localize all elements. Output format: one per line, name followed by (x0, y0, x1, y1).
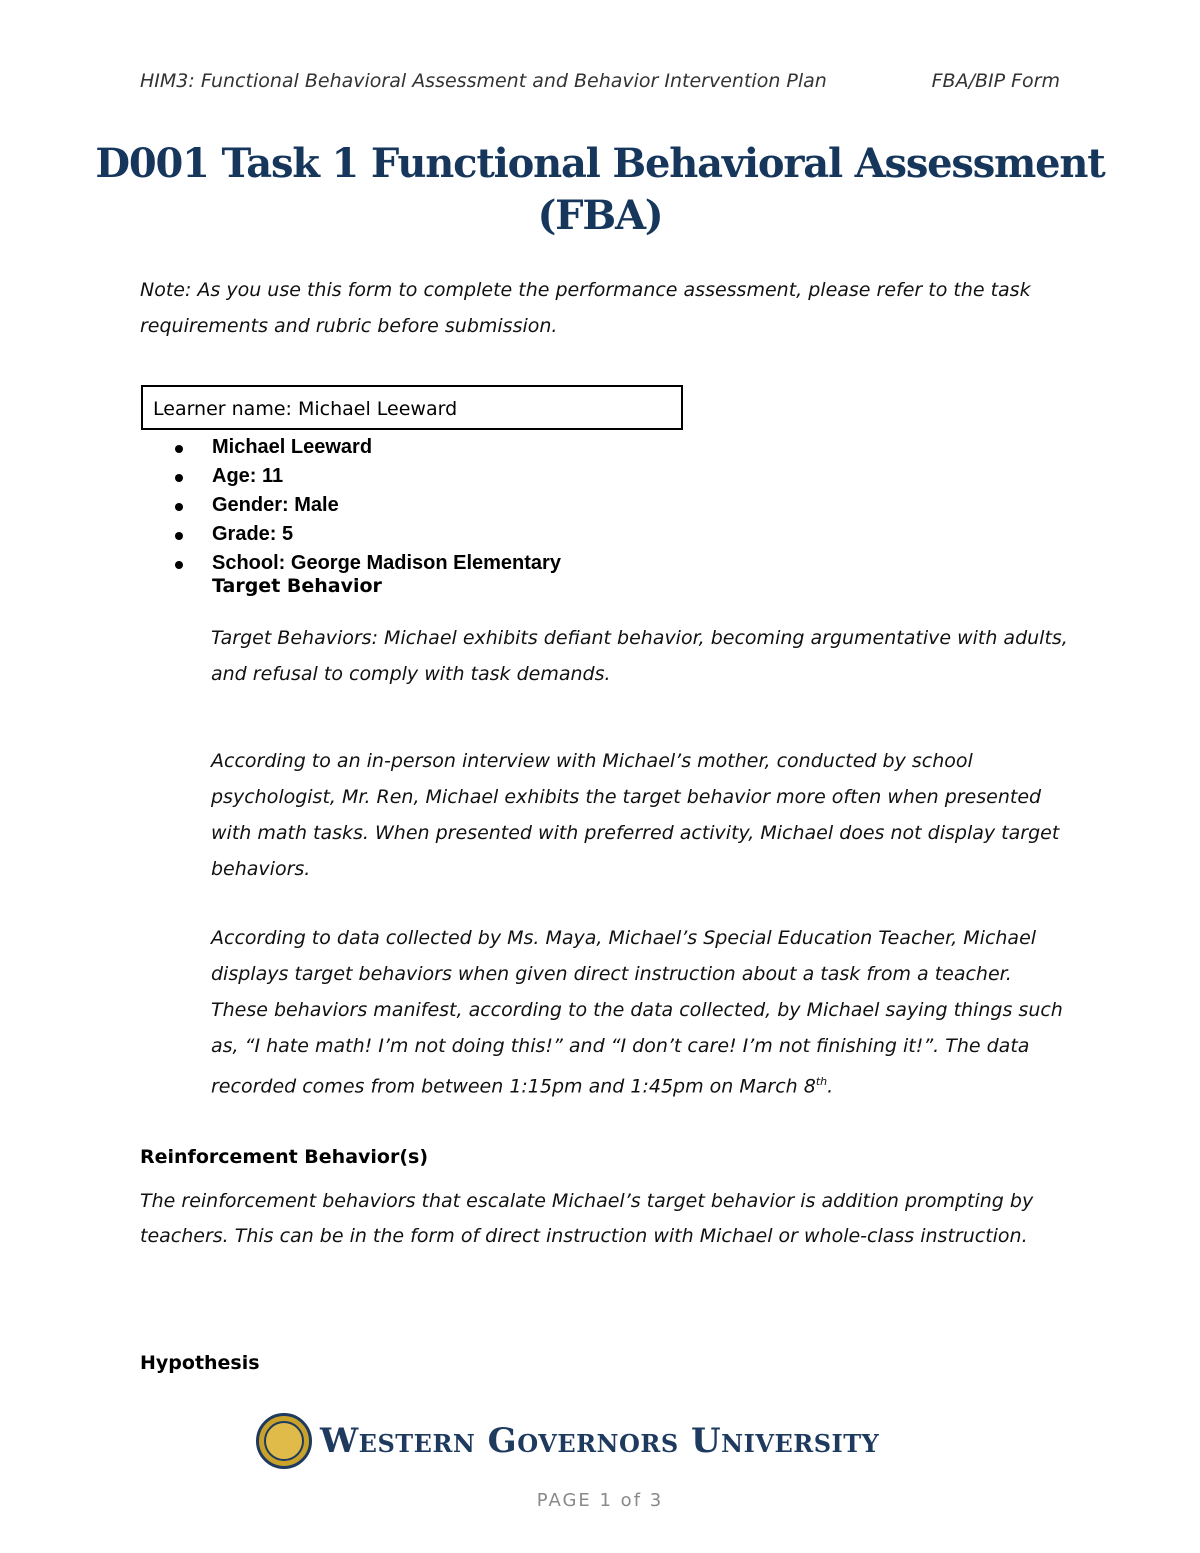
learner-age: Age: 11 (212, 465, 284, 487)
bullet-icon (175, 503, 183, 511)
title-line-1: D001 Task 1 Functional Behavioral Assessment (95, 140, 1105, 187)
learner-name: Michael Leeward (212, 436, 373, 458)
list-item (140, 491, 561, 520)
list-item (140, 520, 561, 549)
bullet-icon (175, 474, 183, 482)
learner-gender: Gender: Male (212, 494, 339, 516)
wgu-logo-text: Western Governors University (320, 1421, 880, 1461)
learner-details-list (140, 433, 561, 578)
hypothesis-heading: Hypothesis (140, 1352, 260, 1374)
list-item (140, 549, 561, 578)
target-behavior-paragraph-1: Target Behaviors: Michael exhibits defiant behavior, becoming argumentative with adults, and refusal to comply with task demands. (211, 627, 1068, 685)
title-line-2: (FBA) (537, 192, 663, 239)
ordinal-suffix: th (815, 1075, 828, 1088)
reinforcement-paragraph: The reinforcement behaviors that escalate Michael’s target behavior is addition prompting by teachers. This can be in the form of direct instruction with Michael or whole-class instruction. (140, 1190, 1034, 1247)
header-form-name: FBA/BIP Form (931, 70, 1060, 92)
target-behavior-paragraph-3 (211, 920, 1071, 1104)
list-item (140, 462, 561, 491)
document-title (0, 138, 1200, 242)
instruction-note: Note: As you use this form to complete the performance assessment, please refer to the task requirements and rubric before submission. (140, 279, 1031, 337)
paragraph-3-end: . (827, 1075, 834, 1098)
learner-school: School: George Madison Elementary (212, 552, 561, 574)
target-behavior-paragraph-2: According to an in-person interview with Michael’s mother, conducted by school psychologist, Mr. Ren, Michael exhibits the target behavior more often when presented with math tasks. When presented with preferred activity, Michael does not display target behaviors. (211, 750, 1060, 880)
bullet-icon (175, 445, 183, 453)
bullet-icon (175, 561, 183, 569)
wgu-seal-icon (256, 1413, 312, 1469)
bullet-icon (175, 532, 183, 540)
paragraph-3-text: According to data collected by Ms. Maya, Michael’s Special Education Teacher, Michael displays target behaviors when given direct instruction about a task from a teacher. These behaviors manifest, according to the data collected, by Michael saying things such as, “I hate math! I’m not doing this!” and “I don’t care! I’m not finishing it!”. The data recorded comes from between 1:15pm and 1:45pm on March 8 (211, 927, 1063, 1098)
wgu-logo (256, 1410, 879, 1472)
header-course-title: HIM3: Functional Behavioral Assessment and Behavior Intervention Plan (140, 70, 827, 92)
learner-grade: Grade: 5 (212, 523, 294, 545)
reinforcement-heading: Reinforcement Behavior(s) (140, 1146, 429, 1168)
page-number: PAGE 1 of 3 (536, 1490, 664, 1511)
page-header (140, 70, 1060, 92)
target-behavior-heading: Target Behavior (212, 575, 382, 597)
learner-name-box: Learner name: Michael Leeward (141, 385, 683, 430)
list-item (140, 433, 561, 462)
